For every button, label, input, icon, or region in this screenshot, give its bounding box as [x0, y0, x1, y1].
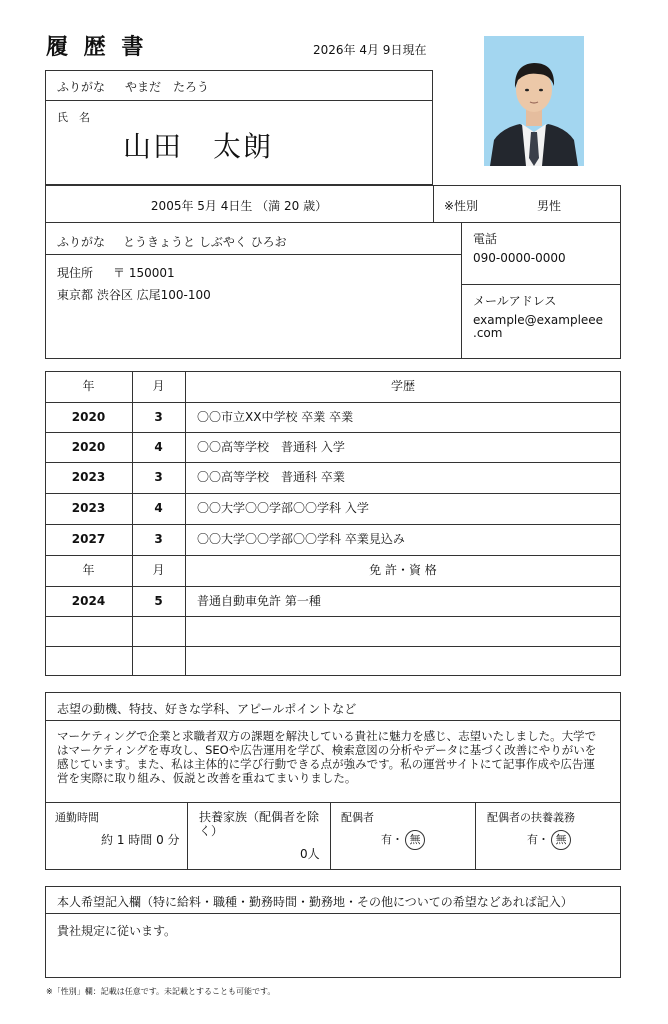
spouse-options — [381, 830, 425, 850]
motivation-title: 志望の動機、特技、好きな学科、アピールポイントなど — [57, 702, 357, 716]
education-text: 〇〇大学〇〇学部〇〇学科 入学 — [197, 501, 369, 515]
postal-code: 〒 150001 — [113, 266, 175, 280]
full-name: 山田 太朗 — [123, 130, 274, 163]
education-month: 3 — [154, 470, 163, 484]
education-month: 4 — [154, 501, 163, 515]
phone-number: 090-0000-0000 — [473, 251, 566, 265]
support-yes: 有・ — [527, 833, 549, 846]
education-text: 〇〇高等学校 普通科 卒業 — [197, 470, 345, 484]
gender-label: ※性別 — [444, 199, 479, 213]
commute-value: 約 1 時間 0 分 — [101, 833, 180, 847]
wishes-text: 貴社規定に従います。 — [57, 924, 177, 938]
document-date: 2026年 4月 9日現在 — [313, 43, 427, 57]
education-month: 3 — [154, 532, 163, 546]
license-header-year: 年 — [82, 563, 95, 577]
education-year: 2027 — [71, 532, 106, 546]
email-label: メールアドレス — [473, 294, 557, 308]
motivation-text: マーケティングで企業と求職者双方の課題を解決している貴社に魅力を感じ、志望いたしました。大学ではマーケティングを専攻し、SEOや広告運用を学び、検索意図の分析やデータに基づく改善にやりがいを感じています。また、私は主体的に学び行動できる点が強みです。私の運営サイトにて記事作成や広告運営を実際に取り組み、仮説と改善を重ねてまいりました。 — [57, 729, 597, 785]
email-line-1: example@exampleee — [473, 313, 604, 327]
education-month: 3 — [154, 410, 163, 424]
education-year: 2020 — [71, 410, 106, 424]
dependents-label: 扶養家族（配偶者を除 — [199, 810, 320, 824]
spouse-no-circled: 無 — [405, 830, 425, 850]
education-year: 2020 — [71, 440, 106, 454]
document-title: 履 歴 書 — [46, 35, 148, 60]
education-header-year: 年 — [82, 379, 95, 393]
footnote: ※「性別」欄：記載は任意です。未記載とすることも可能です。 — [46, 987, 276, 996]
street-address: 東京都 渋谷区 広尾100-100 — [57, 288, 211, 302]
dependents-value: 0人 — [300, 847, 320, 861]
gender-value: 男性 — [537, 199, 562, 213]
birth-date: 2005年 5月 4日生 （満 20 歳） — [150, 199, 328, 213]
license-month: 5 — [154, 594, 163, 608]
spouse-label: 配偶者 — [341, 811, 374, 824]
license-text: 普通自動車免許 第一種 — [197, 594, 321, 608]
license-header-month: 月 — [152, 563, 165, 577]
commute-label: 通勤時間 — [55, 811, 99, 824]
education-header-title: 学歴 — [390, 379, 415, 393]
education-year: 2023 — [71, 501, 106, 515]
id-photo — [484, 36, 584, 166]
education-year: 2023 — [71, 470, 106, 484]
education-text: 〇〇高等学校 普通科 入学 — [197, 440, 345, 454]
support-no-circled: 無 — [551, 830, 571, 850]
license-year: 2024 — [71, 594, 106, 608]
address-furigana-label: ふりがな — [57, 235, 106, 249]
address-furigana: とうきょうと しぶやく ひろお — [123, 235, 287, 249]
name-furigana: やまだ たろう — [125, 80, 210, 94]
wishes-title: 本人希望記入欄（特に給料・職種・勤務時間・勤務地・その他についての希望などあれば記入） — [57, 895, 573, 909]
spouse-support-label: 配偶者の扶養義務 — [487, 811, 575, 824]
education-month: 4 — [154, 440, 163, 454]
education-header-month: 月 — [152, 379, 165, 393]
spouse-support-options — [527, 830, 571, 850]
phone-label: 電話 — [473, 232, 498, 246]
dependents-label-cont: く） — [199, 824, 224, 838]
address-label: 現住所 — [57, 266, 94, 280]
name-furigana-label: ふりがな — [57, 80, 106, 94]
license-header-title: 免 許・資 格 — [369, 563, 437, 577]
name-label: 氏 名 — [57, 111, 90, 124]
person-photo-image — [484, 36, 584, 166]
education-text: 〇〇大学〇〇学部〇〇学科 卒業見込み — [197, 532, 405, 546]
education-text: 〇〇市立XX中学校 卒業 卒業 — [197, 410, 354, 424]
email-line-2: .com — [473, 326, 503, 340]
spouse-yes: 有・ — [381, 833, 403, 846]
